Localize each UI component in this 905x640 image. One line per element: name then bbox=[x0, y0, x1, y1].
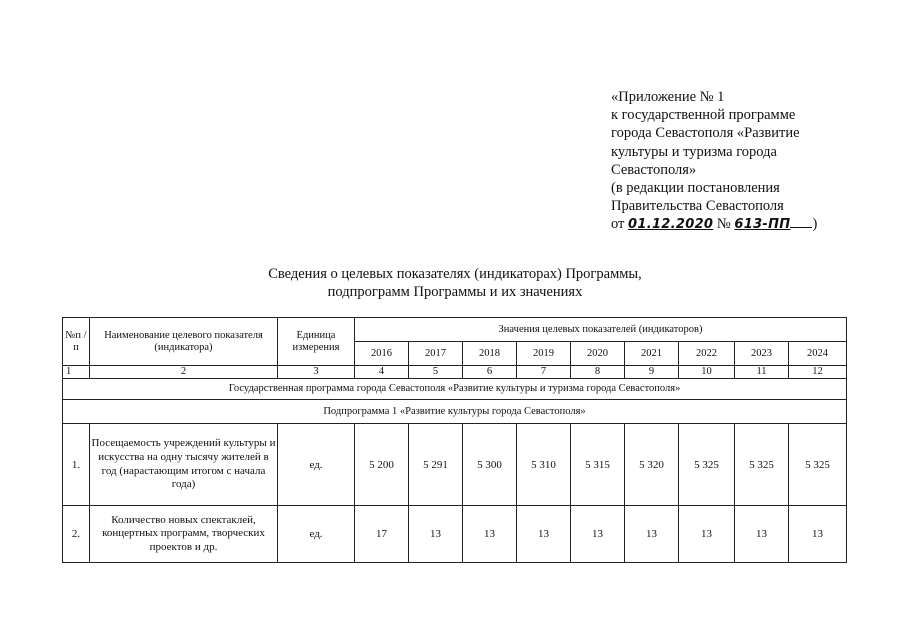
row-value: 13 bbox=[735, 506, 789, 563]
row-value: 13 bbox=[571, 506, 625, 563]
number-prefix: № bbox=[716, 216, 731, 233]
row-value: 5 300 bbox=[463, 424, 517, 506]
colnum-cell: 7 bbox=[517, 366, 571, 379]
year-cell: 2023 bbox=[735, 342, 789, 366]
table-row bbox=[63, 506, 847, 563]
program-title: Государственная программа города Севастополя «Развитие культуры и туризма города Севастополя» bbox=[63, 379, 847, 400]
header-num: №п /п bbox=[63, 318, 90, 366]
appendix-line: к государственной программе bbox=[611, 107, 796, 124]
year-cell: 2016 bbox=[355, 342, 409, 366]
date-prefix: от bbox=[611, 216, 625, 233]
colnum-cell: 11 bbox=[735, 366, 789, 379]
row-unit: ед. bbox=[278, 506, 355, 563]
year-cell: 2022 bbox=[679, 342, 735, 366]
appendix-line: «Приложение № 1 bbox=[611, 89, 725, 105]
year-cell: 2017 bbox=[409, 342, 463, 366]
row-value: 13 bbox=[517, 506, 571, 563]
colnum-cell: 12 bbox=[789, 366, 847, 379]
table-row bbox=[63, 424, 847, 506]
appendix-line: (в редакции постановления bbox=[611, 180, 780, 197]
header-row bbox=[63, 318, 847, 342]
row-value: 5 325 bbox=[789, 424, 847, 506]
colnum-cell: 5 bbox=[409, 366, 463, 379]
row-value: 13 bbox=[679, 506, 735, 563]
row-value: 17 bbox=[355, 506, 409, 563]
colnum-cell: 4 bbox=[355, 366, 409, 379]
row-num: 2. bbox=[63, 506, 90, 563]
year-cell: 2018 bbox=[463, 342, 517, 366]
row-value: 5 325 bbox=[679, 424, 735, 506]
appendix-line: Правительства Севастополя bbox=[611, 198, 784, 215]
appendix-line: культуры и туризма города bbox=[611, 143, 777, 160]
column-numbers-row bbox=[63, 366, 847, 379]
row-value: 13 bbox=[409, 506, 463, 563]
colnum-cell: 3 bbox=[278, 366, 355, 379]
appendix-block bbox=[611, 88, 871, 235]
appendix-line: города Севастополя «Развитие bbox=[611, 125, 800, 142]
year-cell: 2019 bbox=[517, 342, 571, 366]
row-unit: ед. bbox=[278, 424, 355, 506]
row-value: 5 310 bbox=[517, 424, 571, 506]
row-value: 13 bbox=[463, 506, 517, 563]
colnum-cell: 9 bbox=[625, 366, 679, 379]
document-title bbox=[240, 265, 670, 301]
row-value: 13 bbox=[625, 506, 679, 563]
row-value: 5 291 bbox=[409, 424, 463, 506]
year-cell: 2024 bbox=[789, 342, 847, 366]
header-values-group: Значения целевых показателей (индикаторов) bbox=[355, 318, 847, 342]
row-name: Количество новых спектаклей, концертных программ, творческих проектов и др. bbox=[90, 506, 278, 563]
row-value: 5 320 bbox=[625, 424, 679, 506]
handwritten-number: 613-ПП bbox=[734, 217, 791, 233]
title-line-2: подпрограмм Программы и их значениях bbox=[327, 284, 583, 300]
closing-paren: ) bbox=[812, 216, 818, 233]
row-name: Посещаемость учреждений культуры и искусства на одну тысячу жителей в год (нарастающим итогом с начала года) bbox=[90, 424, 278, 506]
indicators-table bbox=[62, 317, 847, 563]
appendix-date-line bbox=[611, 215, 871, 234]
program-row bbox=[63, 379, 847, 400]
blank-underline bbox=[790, 217, 812, 228]
row-num: 1. bbox=[63, 424, 90, 506]
year-cell: 2021 bbox=[625, 342, 679, 366]
appendix-line: Севастополя» bbox=[611, 161, 697, 178]
row-value: 5 200 bbox=[355, 424, 409, 506]
colnum-cell: 2 bbox=[90, 366, 278, 379]
header-name: Наименование целевого показателя (индикатора) bbox=[90, 318, 278, 366]
year-cell: 2020 bbox=[571, 342, 625, 366]
row-value: 5 315 bbox=[571, 424, 625, 506]
colnum-cell: 1 bbox=[63, 366, 90, 379]
row-value: 13 bbox=[789, 506, 847, 563]
row-value: 5 325 bbox=[735, 424, 789, 506]
subprogram-title: Подпрограмма 1 «Развитие культуры города Севастополя» bbox=[63, 400, 847, 424]
colnum-cell: 6 bbox=[463, 366, 517, 379]
colnum-cell: 8 bbox=[571, 366, 625, 379]
colnum-cell: 10 bbox=[679, 366, 735, 379]
handwritten-date: 01.12.2020 bbox=[628, 217, 714, 233]
title-line-1: Сведения о целевых показателях (индикаторах) Программы, bbox=[268, 266, 642, 282]
header-unit: Единица измерения bbox=[278, 318, 355, 366]
subprogram-row bbox=[63, 400, 847, 424]
